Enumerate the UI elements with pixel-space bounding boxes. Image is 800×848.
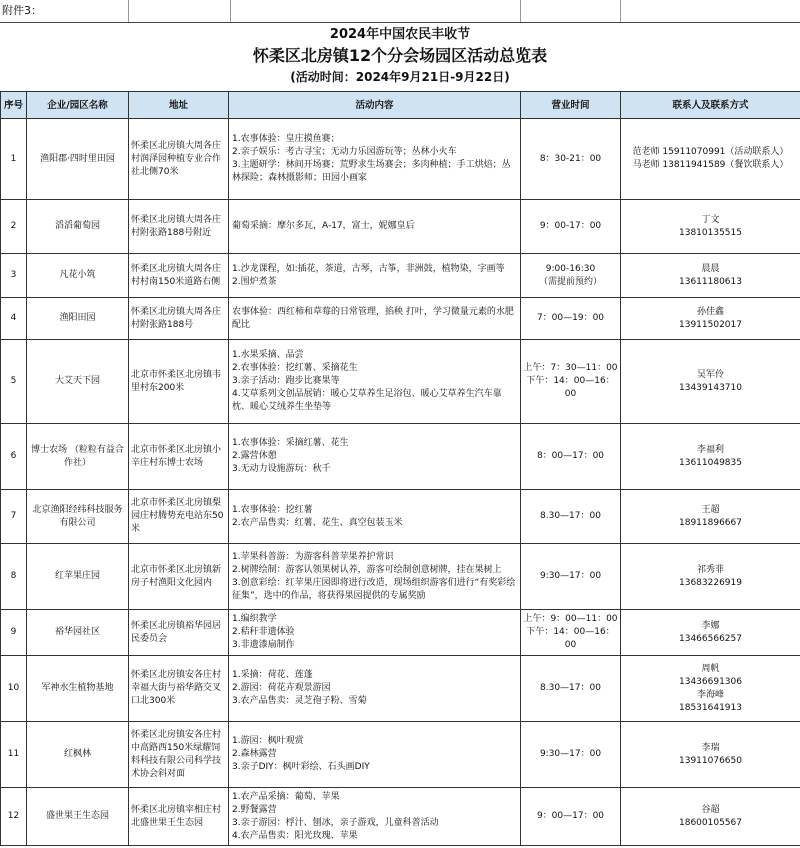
row-name: 裕华园社区 [27,610,129,656]
row-hours: 上午：7：30—11：00 下午：14：00—16：00 [521,340,621,424]
row-name: 红苹果庄园 [27,544,129,610]
row-activities: 1.编织教学 2.秸秆非遗体验 3.非遗漆扇制作 [229,610,521,656]
row-hours: 9:30—17：00 [521,544,621,610]
row-address: 北京市怀柔区北房镇韦里村东200米 [129,340,229,424]
row-contact: 李娜 13466566257 [621,610,800,656]
row-hours: 9：00-17：00 [521,200,621,254]
row-name: 大艾天下园 [27,340,129,424]
row-address: 北京市怀柔区北房镇小辛庄村东博士农场 [129,424,229,490]
row-hours: 9:30—17：00 [521,722,621,788]
row-activities: 葡萄采摘：摩尔多瓦，A-17，富士，妮娜皇后 [229,200,521,254]
header-address: 地址 [129,92,229,119]
row-contact: 孙佳鑫 13911502017 [621,298,800,340]
row-name: 盛世果王生态园 [27,788,129,846]
row-name: 博士农场 （粒粒有益合作社） [27,424,129,490]
row-no: 3 [1,254,27,298]
row-address: 怀柔区北房镇安各庄村幸福大街与裕华路交叉口北300米 [129,656,229,722]
row-address: 怀柔区北房镇大周各庄村村南150米道路右侧 [129,254,229,298]
row-name: 凡花小筑 [27,254,129,298]
row-activities: 农事体验：西红柿和草莓的日常管理，掐秧 打叶，学习微量元素的水肥配比 [229,298,521,340]
table-row [1,254,800,298]
row-name: 红枫林 [27,722,129,788]
table-row [1,298,800,340]
table-row [1,119,800,200]
divider [0,22,800,23]
header-contact: 联系人及联系方式 [621,92,800,119]
title-block [0,24,800,86]
row-address: 北京市怀柔区北房镇梨园庄村腾势充电站东50米 [129,490,229,544]
row-hours: 上午：9：00—11：00 下午：14：00—16：00 [521,610,621,656]
activity-table [0,91,800,846]
row-address: 怀柔区北房镇大周各庄村润泽园种植专业合作社北侧70米 [129,119,229,200]
row-no: 1 [1,119,27,200]
table-header-row [1,92,800,119]
title-line-1: 2024年中国农民丰收节 [329,27,471,42]
row-activities: 1.水果采摘、品尝 2.农事体验：挖红薯、采摘花生 3.亲子活动：跑步比赛果等 4.艾草系列文创品展销：暖心艾草养生足浴包、暖心艾草养生汽车靠枕、暖心艾绒养生坐垫等 [229,340,521,424]
table-row [1,788,800,846]
table-row [1,200,800,254]
row-no: 2 [1,200,27,254]
row-no: 8 [1,544,27,610]
grid-line [128,0,129,22]
row-hours: 8.30—17：00 [521,490,621,544]
row-no: 6 [1,424,27,490]
row-hours: 7：00—19：00 [521,298,621,340]
row-name: 北京渔阳经纬科技服务有限公司 [27,490,129,544]
row-activities: 1.农事体验：采摘红薯、花生 2.露营休憩 3.无动力设施游玩：秋千 [229,424,521,490]
row-contact: 范老师 15911070991（活动联系人） 马老师 13811941589（餐饮联系人） [621,119,800,200]
table-row [1,490,800,544]
row-address: 怀柔区北房镇安各庄村中高路西150米绿耀饲料科技有限公司科学技术协会斜对面 [129,722,229,788]
attachment-label: 附件3： [2,4,42,17]
row-name: 渔阳郡·四时里田园 [27,119,129,200]
row-contact: 李瑞 13911076650 [621,722,800,788]
row-no: 11 [1,722,27,788]
row-address: 北京市怀柔区北房镇新房子村渔阳文化园内 [129,544,229,610]
row-hours: 9:00-16:30 （需提前预约） [521,254,621,298]
row-no: 4 [1,298,27,340]
header-name: 企业/园区名称 [27,92,129,119]
grid-line [520,0,521,22]
row-contact: 丁文 13810135515 [621,200,800,254]
row-hours: 9：00—17：00 [521,788,621,846]
header-hours: 营业时间 [521,92,621,119]
row-hours: 8：30-21：00 [521,119,621,200]
row-activities: 1.苹果科普游：为游客科普苹果养护常识 2.树牌绘制：游客认领果树认养，游客可绘制创意树牌，挂在果树上 3.创意彩绘：红苹果庄园即将进行改造，现场组织游客们进行“有奖彩绘征集”，选中的作品，将获得果园提供的专属奖励 [229,544,521,610]
row-activities: 1.采摘：荷花、莲蓬 2.游园：荷花卉观景游园 3.农产品售卖：灵芝孢子粉、雪菊 [229,656,521,722]
table-row [1,656,800,722]
title-line-3: (活动时间：2024年9月21日-9月22日) [290,70,510,84]
table-row [1,340,800,424]
row-address: 怀柔区北房镇宰相庄村北盛世果王生态园 [129,788,229,846]
table-row [1,610,800,656]
row-no: 9 [1,610,27,656]
row-activities: 1.沙龙课程，如:插花，茶道，古琴，古筝，非洲鼓，植物染，字画等 2.围炉煮茶 [229,254,521,298]
row-contact: 吴军伶 13439143710 [621,340,800,424]
row-contact: 晨晨 13611180613 [621,254,800,298]
row-hours: 8.30—17：00 [521,656,621,722]
row-activities: 1.农事体验：挖红薯 2.农产品售卖：红薯、花生、真空包装玉米 [229,490,521,544]
row-no: 10 [1,656,27,722]
table-row [1,424,800,490]
row-contact: 祁秀菲 13683226919 [621,544,800,610]
row-no: 12 [1,788,27,846]
grid-line [230,0,231,22]
header-no: 序号 [1,92,27,119]
row-no: 7 [1,490,27,544]
table-row [1,722,800,788]
row-no: 5 [1,340,27,424]
row-contact: 谷超 18600105567 [621,788,800,846]
row-name: 军神水生植物基地 [27,656,129,722]
row-address: 怀柔区北房镇裕华园居民委员会 [129,610,229,656]
header-activities: 活动内容 [229,92,521,119]
title-line-2: 怀柔区北房镇12个分会场园区活动总览表 [252,46,548,65]
row-contact: 李福利 13611049835 [621,424,800,490]
grid-line [620,0,621,22]
row-hours: 8：00—17：00 [521,424,621,490]
row-activities: 1.游园：枫叶观赏 2.森林露营 3.亲子DIY：枫叶彩绘、石头画DIY [229,722,521,788]
row-address: 怀柔区北房镇大周各庄村附张路188号附近 [129,200,229,254]
row-address: 怀柔区北房镇大周各庄村附张路188号 [129,298,229,340]
row-contact: 周帆 13436691306 李海峰 18531641913 [621,656,800,722]
table-row [1,544,800,610]
row-contact: 王超 18911896667 [621,490,800,544]
row-activities: 1.农产品采摘：葡萄、苹果 2.野餐露营 3.亲子游园：桴汁、刨冰，亲子游戏，儿童科普活动 4.农产品售卖：阳光玫瑰、苹果 [229,788,521,846]
row-name: 滔滔葡萄园 [27,200,129,254]
row-activities: 1.农事体验：皇庄摸鱼赛； 2.亲子娱乐：考古寻宝；无动力乐园游玩等；丛林小火车 3.主题研学：林间开场赛；荒野求生场赛会；多肉种植；手工烘焙；丛林探险；森林摄影师；田园小画家 [229,119,521,200]
row-name: 渔阳田园 [27,298,129,340]
